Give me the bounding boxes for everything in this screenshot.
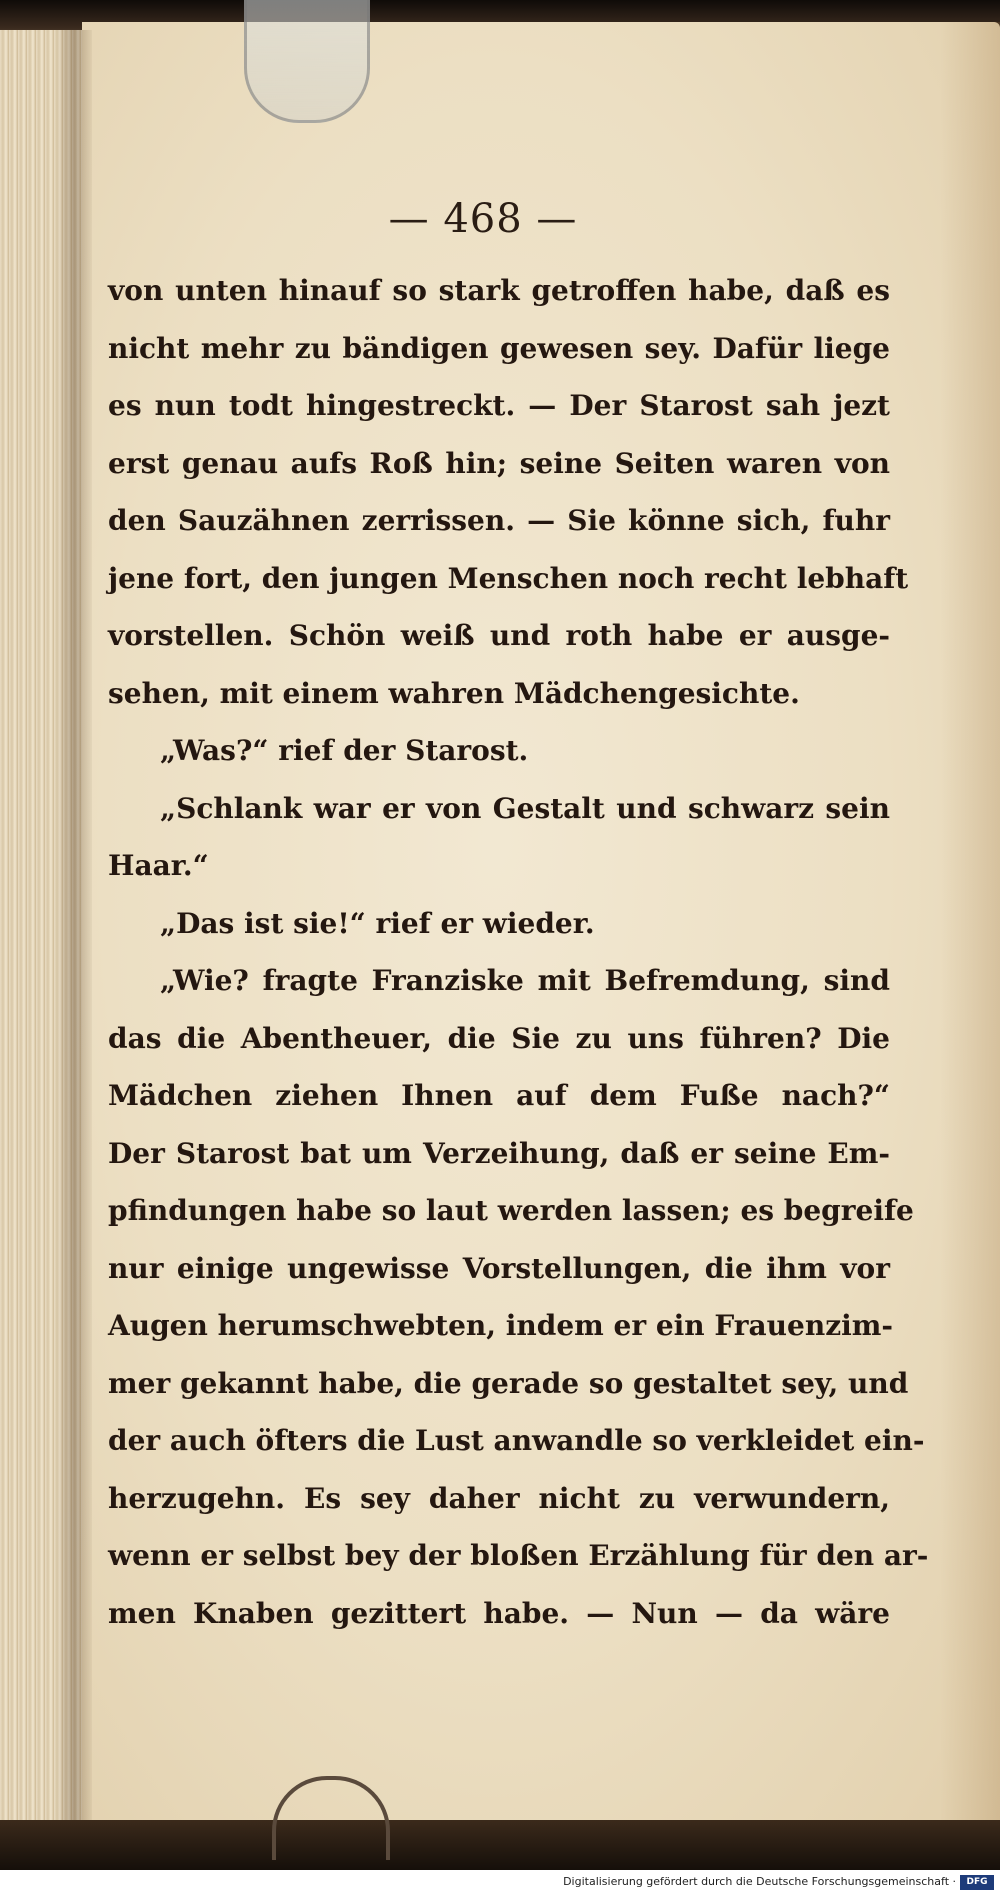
text-line: herzugehn. Es sey daher nicht zu verwundern, [108, 1481, 890, 1515]
text-line: men Knaben gezittert habe. — Nun — da wäre [108, 1596, 890, 1630]
page-text [108, 262, 929, 1642]
text-line: Mädchen ziehen Ihnen auf dem Fuße nach?“ [108, 1079, 890, 1112]
gutter-shadow [56, 30, 92, 1830]
digitization-credit: Digitalisierung gefördert durch die Deutsche Forschungsgemeinschaft · [563, 1875, 956, 1888]
book-bottom-edge [0, 1820, 1000, 1870]
text-line: pfindungen habe so laut werden lassen; es begreife [108, 1194, 914, 1227]
book-clip-top [244, 0, 370, 123]
text-line: Haar.“ [108, 849, 209, 882]
footer-bar [0, 1870, 1000, 1897]
text-line: wenn er selbst bey der bloßen Erzählung für den ar- [108, 1539, 929, 1572]
text-line: nur einige ungewisse Vorstellungen, die ihm vor [108, 1251, 890, 1285]
text-line: „Das ist sie!“ rief er wieder. [160, 906, 595, 940]
text-line: jene fort, den jungen Menschen noch recht lebhaft [108, 561, 909, 595]
text-line: Der Starost bat um Verzeihung, daß er seine Em- [108, 1136, 890, 1170]
text-line: mer gekannt habe, die gerade so gestaltet sey, und [108, 1366, 909, 1400]
dfg-logo: DFG [960, 1875, 994, 1890]
text-line: erst genau aufs Roß hin; seine Seiten waren von [108, 446, 890, 480]
text-line: Augen herumschwebten, indem er ein Frauenzim- [108, 1309, 893, 1342]
text-line: nicht mehr zu bändigen gewesen sey. Dafür liege [108, 331, 890, 365]
page-shading [940, 22, 1000, 1842]
text-line: von unten hinauf so stark getroffen habe, daß es [108, 274, 890, 307]
page-number: — 468 — [388, 196, 578, 242]
text-line: „Schlank war er von Gestalt und schwarz sein [160, 791, 890, 825]
text-line: sehen, mit einem wahren Mädchengesichte. [108, 676, 800, 710]
text-line: „Wie? fragte Franziske mit Befremdung, sind [160, 964, 890, 997]
text-line: es nun todt hingestreckt. — Der Starost sah jezt [108, 389, 890, 422]
text-line: vorstellen. Schön weiß und roth habe er ausge- [108, 619, 890, 652]
text-line: „Was?“ rief der Starost. [160, 734, 529, 767]
text-line: das die Abentheuer, die Sie zu uns führen? Die [108, 1021, 890, 1055]
text-line: den Sauzähnen zerrissen. — Sie könne sich, fuhr [108, 504, 890, 537]
text-line: der auch öfters die Lust anwandle so verkleidet ein- [108, 1424, 925, 1457]
